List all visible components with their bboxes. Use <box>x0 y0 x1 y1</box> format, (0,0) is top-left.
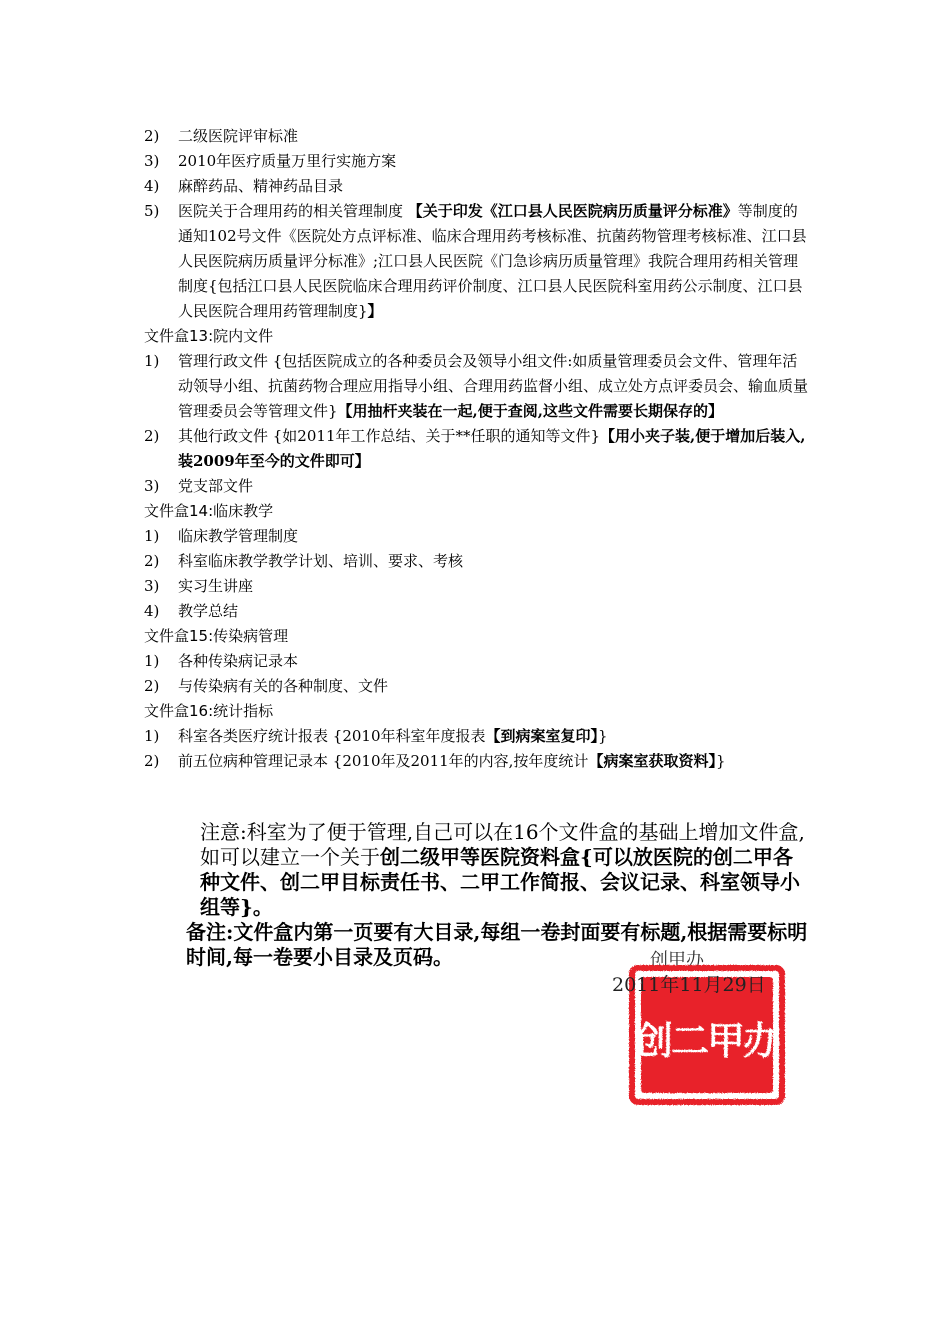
item-number: 2) <box>144 427 160 445</box>
item-text-bracket: 】 <box>367 302 383 320</box>
list-item <box>144 649 810 674</box>
note-text: 注意:科室为了便于管理,自己可以在16个文件盒的基础上增加文件盒,如可以建立一个关于 <box>200 820 805 869</box>
remark-paragraph: 备注:文件盒内第一页要有大目录,每组一卷封面要有标题,根据需要标明时间,每一卷要小目录及页码。 <box>186 920 808 969</box>
seal-text: 创二甲办 <box>634 1019 780 1063</box>
list-item <box>144 149 810 174</box>
note-text-bold: 创二级甲等医院资料盒{可以放医院的创二甲各种文件、创二甲目标责任书、二甲工作简报、会议记录、科室领导小组等}。 <box>200 845 800 919</box>
item-text <box>178 199 810 324</box>
list-item <box>144 174 810 199</box>
item-number: 3) <box>144 577 160 595</box>
list-item <box>144 549 810 574</box>
item-number: 1) <box>144 652 160 670</box>
list-item <box>144 524 810 549</box>
item-number: 2) <box>144 677 160 695</box>
item-text-part: 管理行政文件 {包括医院成立的各种委员会及领导小组文件:如质量管理委员会文件、管理年活动领导小组、抗菌药物合理应用指导小组、合理用药监督小组、成立处方点评委员会、输血质量管理委员会等管理文件} <box>178 352 809 420</box>
item-number: 3) <box>144 152 160 170</box>
item-text-part: } <box>715 752 726 770</box>
item-text <box>178 349 810 424</box>
item-text: 2010年医疗质量万里行实施方案 <box>178 152 397 170</box>
item-number: 4) <box>144 177 160 195</box>
item-number: 1) <box>144 727 160 745</box>
list-item <box>144 124 810 149</box>
item-number: 4) <box>144 602 160 620</box>
item-text: 临床教学管理制度 <box>178 527 299 545</box>
signature-office: 创甲办 <box>650 950 704 971</box>
item-text-part: 等制度的通知102号文件《医院处方点评标准、临床合理用药考核标准、抗菌药物管理考核标准、江口县人民医院病历质量评分标准》;江口县人民医院《门急诊病历质量管理》我院合理用药相关管理制度{包括江口县人民医院临床合理用药评价制度、江口县人民医院科室用药公示制度、江口县人民医院合理用药管理制度} <box>178 202 807 320</box>
item-number: 2) <box>144 552 160 570</box>
item-text-part: 其他行政文件 {如2011年工作总结、关于**任职的通知等文件} <box>178 427 601 445</box>
item-text-part: } <box>598 727 608 745</box>
box15-heading: 文件盒15:传染病管理 <box>144 627 289 645</box>
list-item <box>144 599 810 624</box>
item-text: 教学总结 <box>178 602 239 620</box>
item-number: 1) <box>144 527 160 545</box>
list-item <box>144 724 810 749</box>
item-text: 科室临床教学教学计划、培训、要求、考核 <box>178 552 464 570</box>
item-number: 1) <box>144 352 160 370</box>
item-text: 与传染病有关的各种制度、文件 <box>178 677 389 695</box>
list-item <box>144 424 810 474</box>
item-text-bracket: 【到病案室复印】 <box>485 727 599 745</box>
item-text <box>178 749 810 774</box>
list-item <box>144 474 810 499</box>
item-number: 2) <box>144 752 160 770</box>
item-text <box>178 424 810 474</box>
item-text-part: 科室各类医疗统计报表 {2010年科室年度报表 <box>178 727 486 745</box>
item-text-bracket: 【关于印发《江口县人民医院病历质量评分标准》 <box>407 202 738 220</box>
list-item <box>144 674 810 699</box>
item-text: 党支部文件 <box>178 477 254 495</box>
item-text-bracket: 【用小夹子装,便于增加后装入,装2009年至今的文件即可】 <box>178 427 806 470</box>
item-text: 实习生讲座 <box>178 577 254 595</box>
item-number: 2) <box>144 127 160 145</box>
item-text <box>178 724 810 749</box>
item-text-bracket: 【用抽杆夹装在一起,便于查阅,这些文件需要长期保存的】 <box>337 402 723 420</box>
list-item <box>144 749 810 774</box>
note-paragraph <box>144 820 810 920</box>
item-text: 二级医院评审标准 <box>178 127 299 145</box>
list-item <box>144 199 810 324</box>
item-text-bracket: 【病案室获取资料】 <box>588 752 716 770</box>
item-text-part: 前五位病种管理记录本 {2010年及2011年的内容,按年度统计 <box>178 752 589 770</box>
item-text-part: 医院关于合理用药的相关管理制度 <box>178 202 408 220</box>
box14-heading: 文件盒14:临床教学 <box>144 502 274 520</box>
box16-heading: 文件盒16:统计指标 <box>144 702 274 720</box>
list-item <box>144 349 810 424</box>
note-block <box>144 820 810 970</box>
signature-date: 2011年11月29日 <box>612 974 766 996</box>
list-item <box>144 574 810 599</box>
item-text: 麻醉药品、精神药品目录 <box>178 177 344 195</box>
item-number: 3) <box>144 477 160 495</box>
content-list <box>144 124 810 774</box>
item-number: 5) <box>144 202 160 220</box>
box13-heading: 文件盒13:院内文件 <box>144 327 274 345</box>
item-text: 各种传染病记录本 <box>178 652 299 670</box>
